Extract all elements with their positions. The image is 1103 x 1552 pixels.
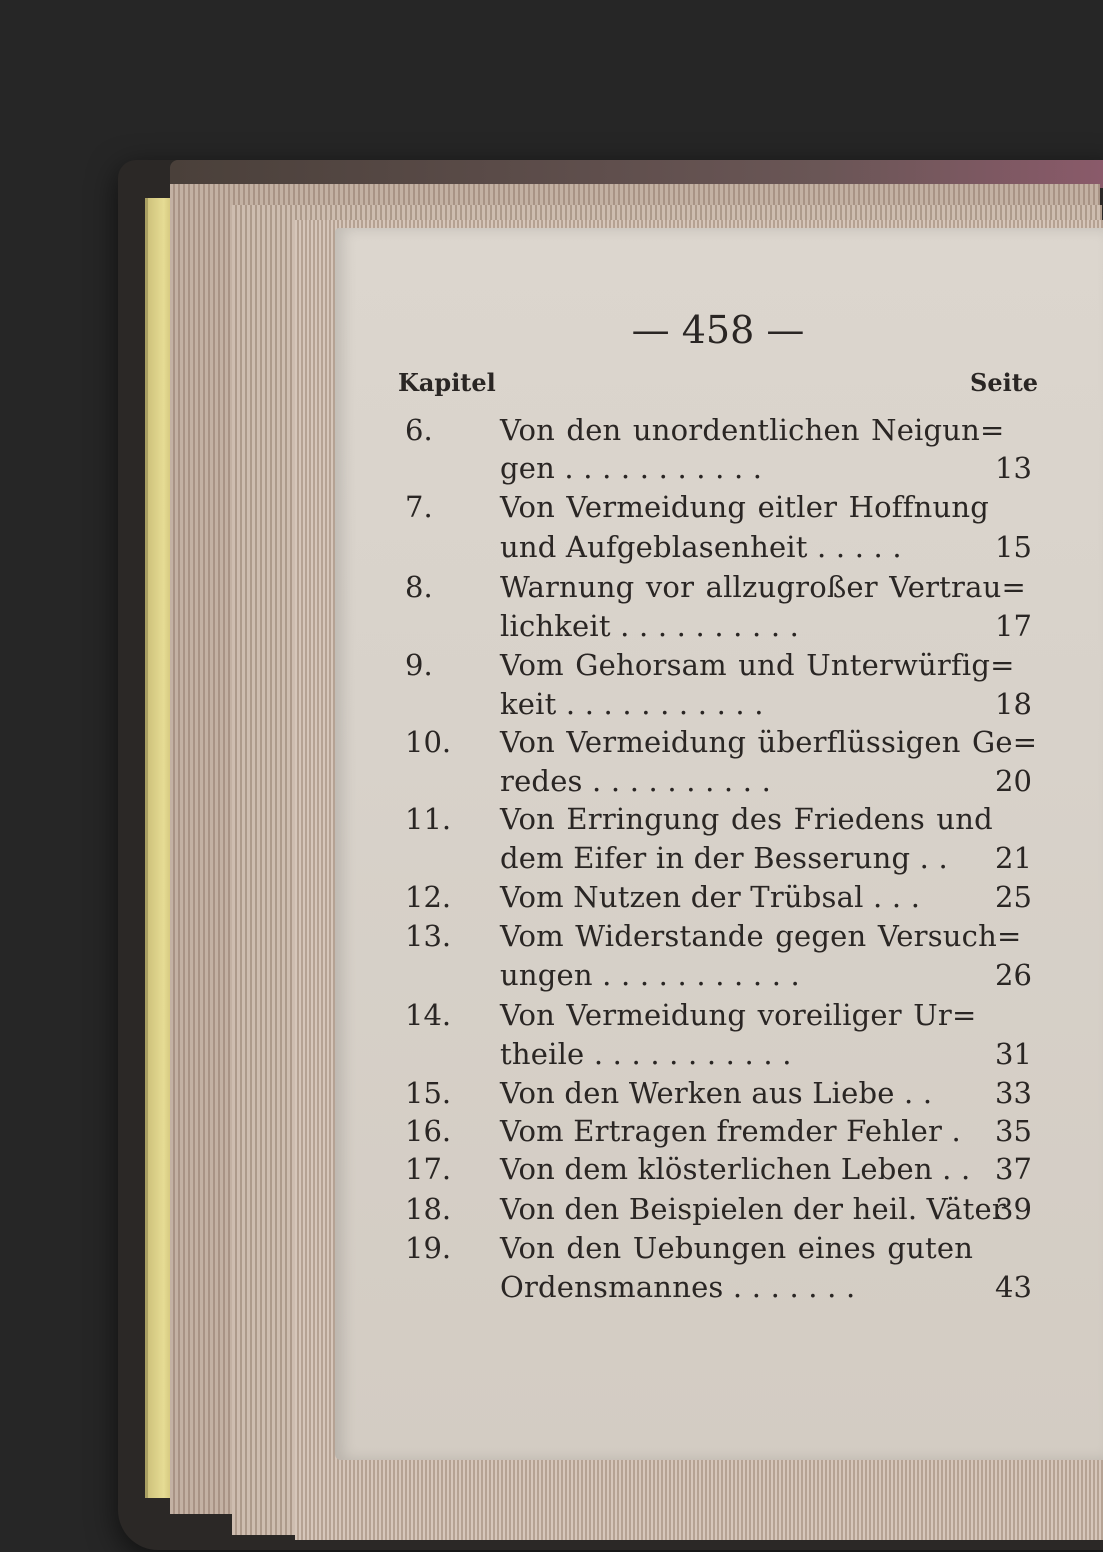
toc-line bbox=[0, 955, 1103, 995]
toc-line bbox=[0, 606, 1103, 646]
chapter-number: 19. bbox=[405, 1231, 452, 1265]
chapter-title: Von den Werken aus Liebe . . bbox=[500, 1076, 933, 1110]
chapter-title: Vom Ertragen fremder Fehler . bbox=[500, 1114, 961, 1148]
chapter-title: Von Vermeidung eitler Hoffnung bbox=[500, 490, 989, 524]
chapter-number: 7. bbox=[405, 490, 433, 524]
chapter-title: Von Vermeidung voreiliger Ur= bbox=[500, 998, 977, 1032]
chapter-title: Von Vermeidung überflüssigen Ge= bbox=[500, 725, 1038, 759]
page-reference: 25 bbox=[995, 880, 1032, 914]
chapter-title: Von den unordentlichen Neigun= bbox=[500, 413, 1005, 447]
toc-line bbox=[0, 1228, 1103, 1268]
page-reference: 26 bbox=[995, 958, 1032, 992]
page-reference: 31 bbox=[995, 1037, 1032, 1071]
chapter-number: 6. bbox=[405, 413, 433, 447]
toc-line bbox=[0, 838, 1103, 878]
page-number: — 458 — bbox=[631, 308, 805, 352]
chapter-title: redes . . . . . . . . . . bbox=[500, 764, 771, 798]
chapter-number: 10. bbox=[405, 725, 452, 759]
chapter-number: 16. bbox=[405, 1114, 452, 1148]
toc-line bbox=[0, 684, 1103, 724]
chapter-title: Vom Gehorsam und Unterwürfig= bbox=[500, 648, 1015, 682]
page-reference: 13 bbox=[995, 451, 1032, 485]
toc-line bbox=[0, 722, 1103, 762]
chapter-title: lichkeit . . . . . . . . . . bbox=[500, 609, 800, 643]
chapter-number: 15. bbox=[405, 1076, 452, 1110]
chapter-title: dem Eifer in der Besserung . . bbox=[500, 841, 948, 875]
toc-line bbox=[0, 916, 1103, 956]
column-header-kapitel: Kapitel bbox=[398, 368, 496, 397]
toc-line bbox=[0, 1034, 1103, 1074]
toc-line bbox=[0, 1073, 1103, 1113]
page-reference: 21 bbox=[995, 841, 1032, 875]
page-reference: 33 bbox=[995, 1076, 1032, 1110]
page-reference: 39 bbox=[995, 1192, 1032, 1226]
chapter-title: gen . . . . . . . . . . . bbox=[500, 451, 763, 485]
chapter-title: Warnung vor allzugroßer Vertrau= bbox=[500, 570, 1026, 604]
toc-line bbox=[0, 1267, 1103, 1307]
toc-line bbox=[0, 527, 1103, 567]
chapter-number: 18. bbox=[405, 1192, 452, 1226]
chapter-number: 9. bbox=[405, 648, 433, 682]
toc-line bbox=[0, 487, 1103, 527]
toc-line bbox=[0, 645, 1103, 685]
chapter-title: Von den Uebungen eines guten bbox=[500, 1231, 974, 1265]
chapter-number: 12. bbox=[405, 880, 452, 914]
toc-line bbox=[0, 1111, 1103, 1151]
page-reference: 37 bbox=[995, 1152, 1032, 1186]
toc-line bbox=[0, 567, 1103, 607]
chapter-title: ungen . . . . . . . . . . . bbox=[500, 958, 800, 992]
chapter-title: Vom Nutzen der Trübsal . . . bbox=[500, 880, 921, 914]
toc-line bbox=[0, 761, 1103, 801]
toc-line bbox=[0, 1149, 1103, 1189]
column-header-seite: Seite bbox=[970, 368, 1039, 397]
chapter-number: 11. bbox=[405, 802, 452, 836]
chapter-number: 17. bbox=[405, 1152, 452, 1186]
chapter-title: Von dem klösterlichen Leben . . bbox=[500, 1152, 971, 1186]
toc-line bbox=[0, 799, 1103, 839]
chapter-title: Vom Widerstande gegen Versuch= bbox=[500, 919, 1022, 953]
chapter-title: Von den Beispielen der heil. Väter bbox=[500, 1192, 1006, 1226]
toc-line bbox=[0, 1189, 1103, 1229]
chapter-number: 14. bbox=[405, 998, 452, 1032]
chapter-number: 8. bbox=[405, 570, 433, 604]
chapter-title: und Aufgeblasenheit . . . . . bbox=[500, 530, 902, 564]
page-reference: 35 bbox=[995, 1114, 1032, 1148]
page-reference: 18 bbox=[995, 687, 1032, 721]
page-reference: 17 bbox=[995, 609, 1032, 643]
chapter-title: theile . . . . . . . . . . . bbox=[500, 1037, 792, 1071]
toc-line bbox=[0, 410, 1103, 450]
chapter-title: Von Erringung des Friedens und bbox=[500, 802, 993, 836]
toc-line bbox=[0, 877, 1103, 917]
chapter-number: 13. bbox=[405, 919, 452, 953]
toc-line bbox=[0, 995, 1103, 1035]
chapter-title: Ordensmannes . . . . . . . bbox=[500, 1270, 856, 1304]
page-reference: 43 bbox=[995, 1270, 1032, 1304]
chapter-title: keit . . . . . . . . . . . bbox=[500, 687, 764, 721]
toc-line bbox=[0, 448, 1103, 488]
page-reference: 15 bbox=[995, 530, 1032, 564]
page-reference: 20 bbox=[995, 764, 1032, 798]
